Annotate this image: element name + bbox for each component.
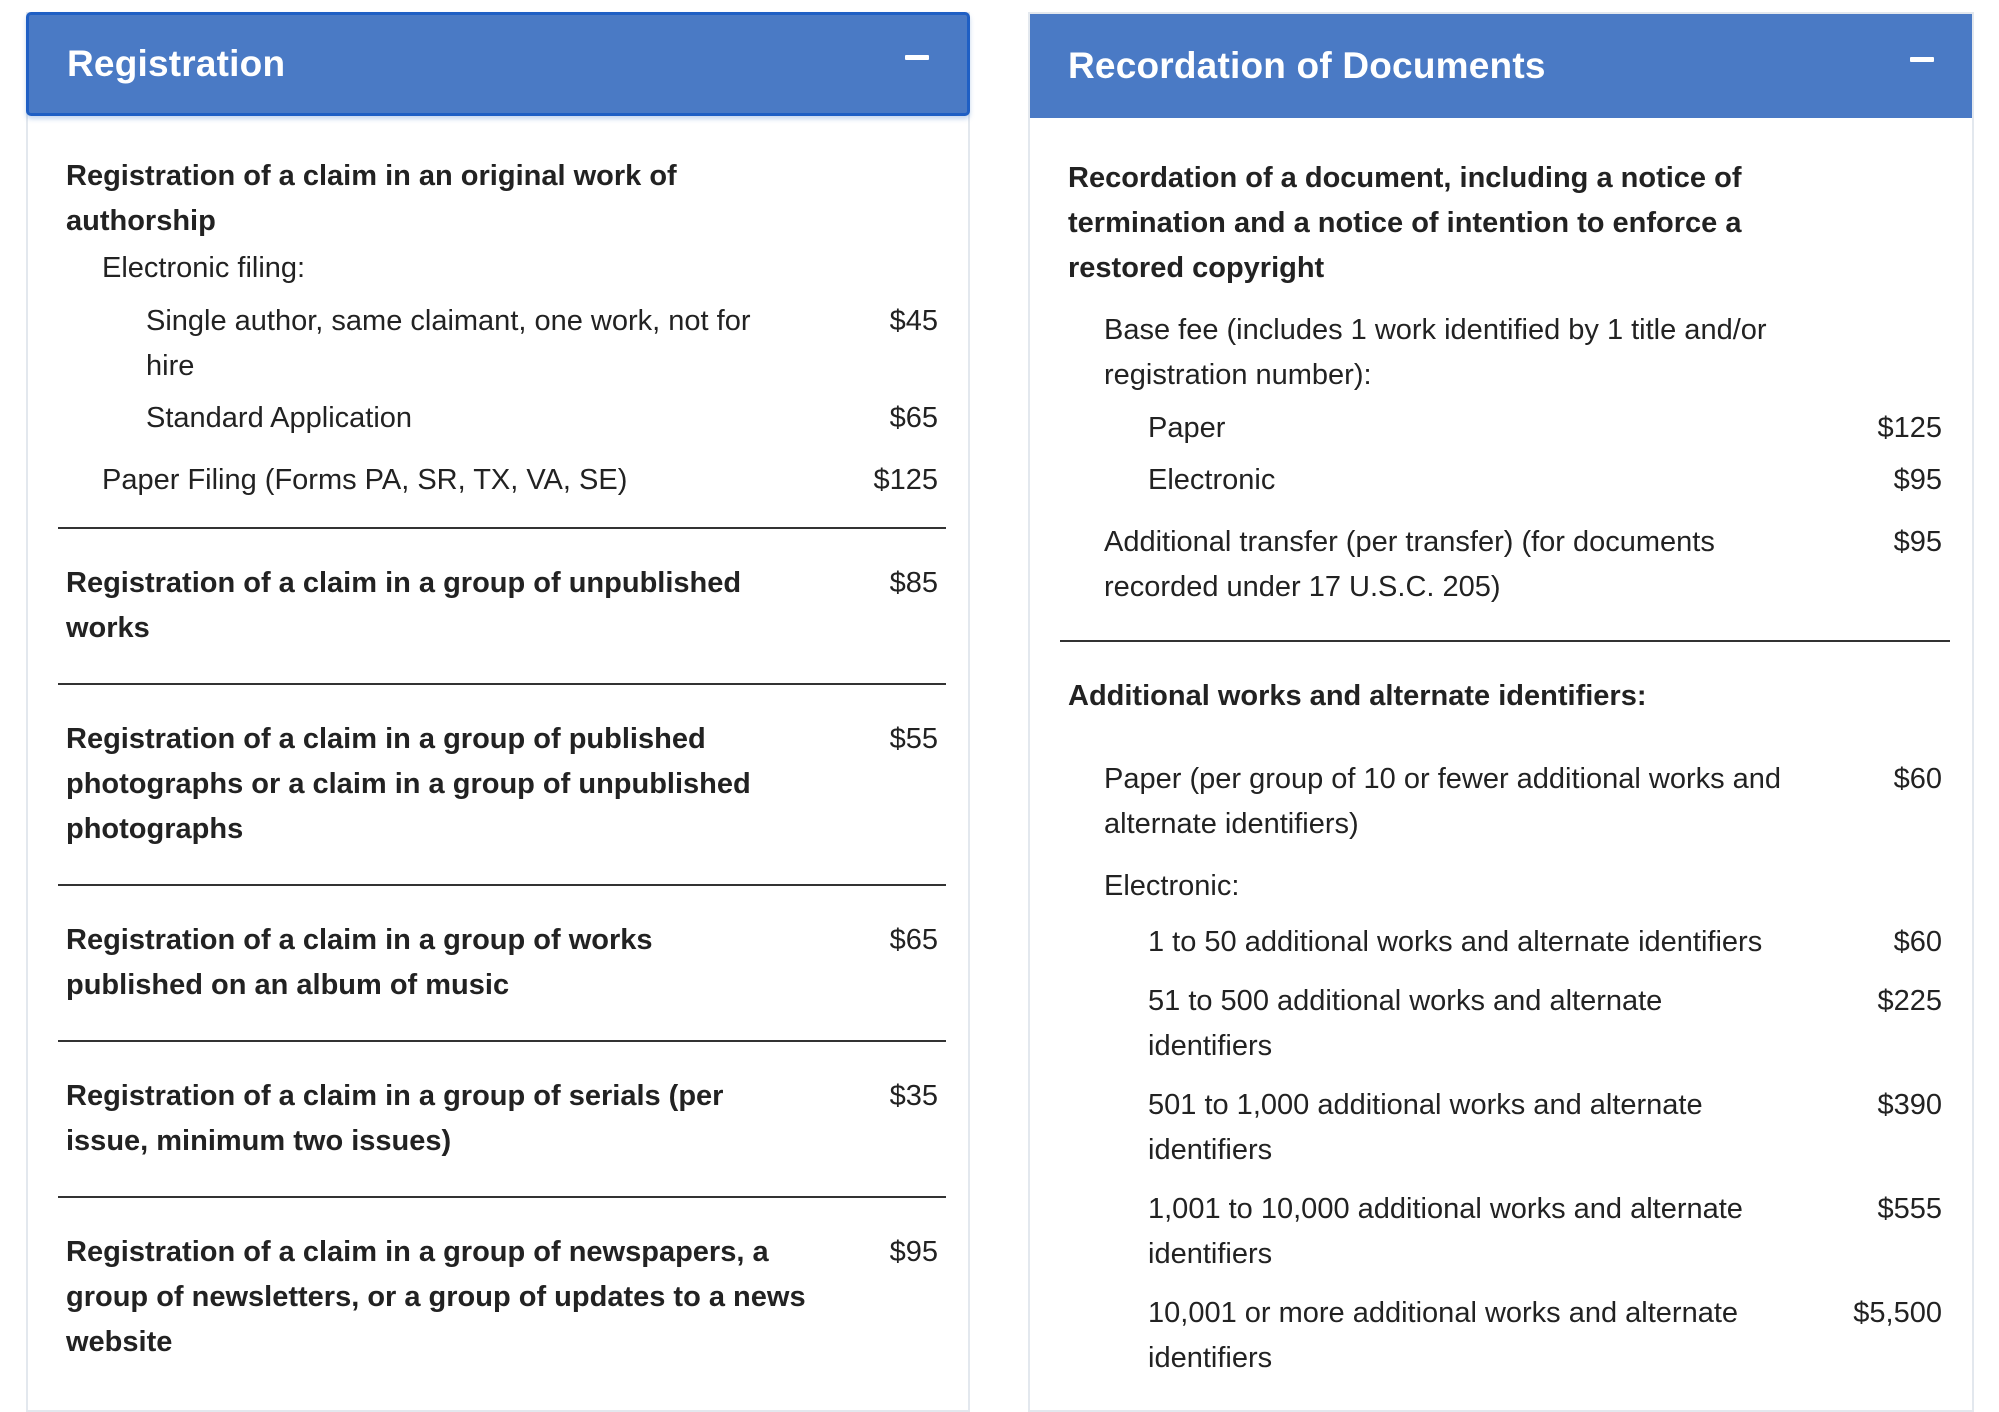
fee-price: $225 [1877, 985, 1942, 1017]
fee-price: $95 [1893, 526, 1942, 558]
fee-label: Additional transfer (per transfer) (for documents recorded under 17 U.S.C. 205) [1104, 526, 1715, 603]
fee-heading: Registration of a claim in a group of newspapers, a group of newsletters, or a group of updates to a news website [66, 1236, 806, 1358]
fee-section-newspapers [58, 1196, 946, 1397]
fee-price: $85 [889, 567, 938, 599]
collapse-icon[interactable] [905, 55, 929, 60]
fee-label: Single author, same claimant, one work, not for hire [146, 305, 751, 382]
fee-price: $55 [889, 723, 938, 755]
fee-section-serials [58, 1040, 946, 1196]
fee-price: $65 [889, 924, 938, 956]
fee-section-original [58, 154, 946, 527]
fee-section-album [58, 884, 946, 1040]
fee-price: $35 [889, 1080, 938, 1112]
fee-label: Standard Application [146, 402, 413, 434]
fee-section-additional [1060, 640, 1950, 1381]
fee-heading: Registration of a claim in a group of serials (per issue, minimum two issues) [66, 1080, 724, 1157]
recordation-panel-body [1030, 118, 1972, 1381]
fee-price: $95 [1893, 464, 1942, 496]
fee-label: Electronic [1148, 464, 1276, 496]
fee-price: $95 [889, 1236, 938, 1268]
registration-panel-body [28, 116, 968, 1397]
collapse-icon[interactable] [1910, 57, 1934, 62]
fee-heading: Registration of a claim in an original work of authorship [66, 160, 677, 237]
fee-label: Paper Filing (Forms PA, SR, TX, VA, SE) [102, 464, 628, 496]
panel-title: Registration [67, 43, 286, 84]
fee-heading: Registration of a claim in a group of published photographs or a claim in a group of unpublished photographs [66, 723, 751, 845]
fee-price: $390 [1877, 1089, 1942, 1121]
fee-label: 501 to 1,000 additional works and alternate identifiers [1148, 1089, 1703, 1166]
recordation-panel-header[interactable] [1030, 14, 1972, 118]
fee-price: $555 [1877, 1193, 1942, 1225]
fee-section-recordation [1060, 156, 1950, 640]
fee-sublabel: Base fee (includes 1 work identified by 1 title and/or registration number): [1104, 314, 1767, 391]
fee-label: 1 to 50 additional works and alternate identifiers [1148, 926, 1763, 958]
fee-heading: Registration of a claim in a group of unpublished works [66, 567, 742, 644]
fee-price: $125 [873, 464, 938, 496]
fee-price: $5,500 [1853, 1297, 1942, 1329]
fee-sublabel: Electronic: [1104, 870, 1240, 902]
fee-sublabel: Electronic filing: [102, 252, 306, 284]
fee-label: Paper (per group of 10 or fewer additional works and alternate identifiers) [1104, 763, 1782, 840]
fee-price: $45 [889, 305, 938, 337]
fee-price: $65 [889, 402, 938, 434]
fee-price: $125 [1877, 412, 1942, 444]
registration-panel-header[interactable] [26, 12, 970, 116]
fee-section-photographs [58, 683, 946, 884]
panel-title: Recordation of Documents [1068, 45, 1546, 86]
recordation-panel [1028, 12, 1974, 1412]
fee-price: $60 [1893, 763, 1942, 795]
fee-label: Paper [1148, 412, 1226, 444]
fee-heading: Registration of a claim in a group of works published on an album of music [66, 924, 653, 1001]
fee-heading: Recordation of a document, including a notice of termination and a notice of intention to enforce a restored copyright [1068, 162, 1742, 284]
fee-label: 51 to 500 additional works and alternate identifiers [1148, 985, 1663, 1062]
fee-label: 1,001 to 10,000 additional works and alternate identifiers [1148, 1193, 1743, 1270]
fee-section-unpublished [58, 527, 946, 683]
registration-panel [26, 12, 970, 1412]
fee-label: 10,001 or more additional works and alternate identifiers [1148, 1297, 1739, 1374]
fee-price: $60 [1893, 926, 1942, 958]
fee-heading: Additional works and alternate identifiers: [1068, 680, 1647, 712]
